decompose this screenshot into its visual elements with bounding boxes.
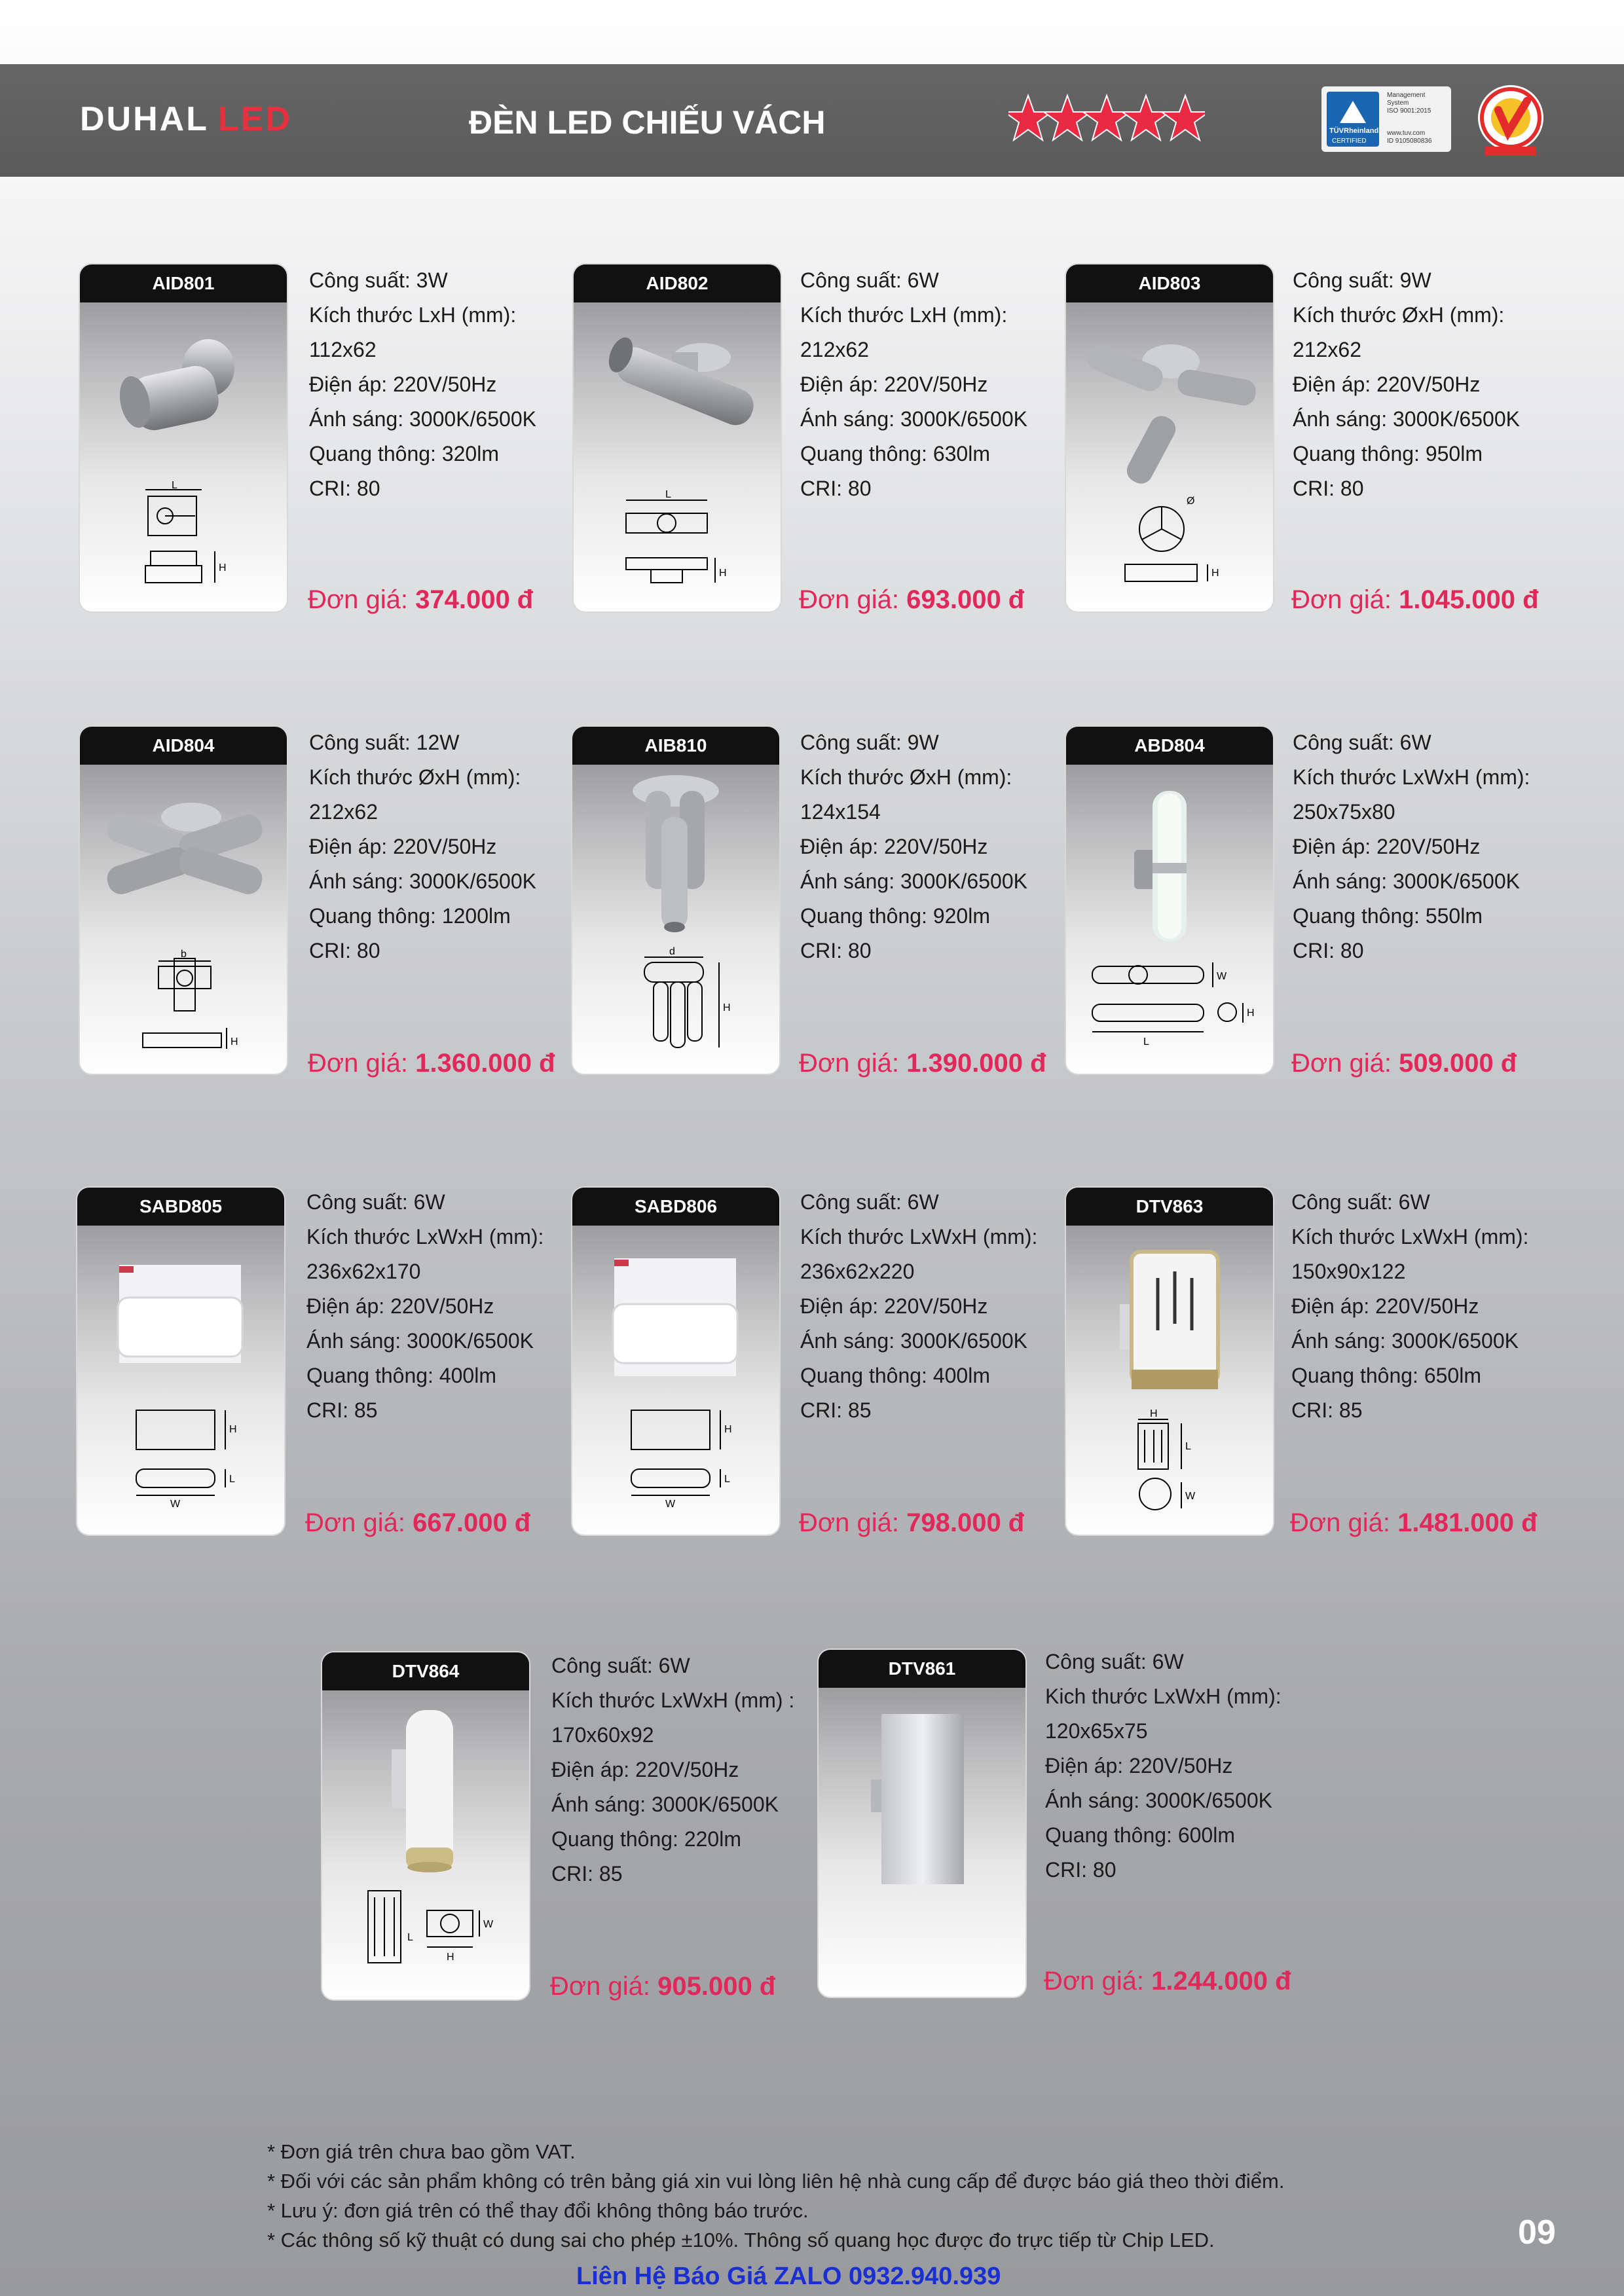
vietnam-quality-badge-icon bbox=[1472, 81, 1549, 161]
product-code: AIB810 bbox=[572, 727, 779, 765]
wall-lamp-photo-icon bbox=[322, 1690, 529, 1887]
product-specs: Công suất: 12W Kích thước ØxH (mm): 212x62 Điện áp: 220V/50Hz Ánh sáng: 3000K/6500K Quang thông: 1200lm CRI: 80 bbox=[309, 731, 536, 962]
dimension-drawing bbox=[322, 1868, 529, 1999]
product-price: Đơn giá: 1.360.000 đ bbox=[308, 1049, 555, 1078]
wall-lamp-photo-icon bbox=[819, 1688, 1025, 1884]
product-image-card bbox=[80, 727, 287, 1074]
star-icon bbox=[1008, 96, 1052, 140]
product-specs: Công suất: 6W Kích thước LxWxH (mm) : 170x60x92 Điện áp: 220V/50Hz Ánh sáng: 3000K/6500K Quang thông: 220lm CRI: 85 bbox=[551, 1654, 795, 1886]
svg-text:W: W bbox=[1217, 971, 1227, 982]
svg-text:H: H bbox=[723, 1002, 731, 1013]
dimension-drawing bbox=[572, 943, 779, 1074]
svg-text:W: W bbox=[170, 1499, 181, 1510]
star-icon bbox=[1162, 96, 1205, 140]
dimension-drawing bbox=[77, 1404, 284, 1535]
footer-notes bbox=[267, 2137, 1284, 2255]
product-image-card bbox=[1066, 1188, 1273, 1535]
spotlight-photo-icon bbox=[80, 302, 287, 499]
svg-text:H: H bbox=[719, 568, 727, 579]
dimension-drawing bbox=[1066, 943, 1273, 1074]
svg-text:L: L bbox=[407, 1932, 413, 1943]
page-number: 09 bbox=[1518, 2214, 1556, 2251]
product-image-card bbox=[572, 1188, 779, 1535]
wall-lamp-photo-icon bbox=[77, 1226, 284, 1422]
svg-text:H: H bbox=[231, 1036, 238, 1048]
wall-lamp-photo-icon bbox=[1066, 765, 1273, 961]
dimension-drawing bbox=[80, 481, 287, 611]
wall-lamp-photo-icon bbox=[572, 1226, 779, 1422]
dimension-drawing bbox=[574, 481, 781, 611]
header-bar bbox=[0, 64, 1624, 177]
product-specs: Công suất: 6W Kích thước LxWxH (mm): 250x75x80 Điện áp: 220V/50Hz Ánh sáng: 3000K/6500K Quang thông: 550lm CRI: 80 bbox=[1293, 731, 1530, 962]
product-specs: Công suất: 9W Kích thước ØxH (mm): 212x62 Điện áp: 220V/50Hz Ánh sáng: 3000K/6500K Quang thông: 950lm CRI: 80 bbox=[1293, 268, 1520, 500]
svg-text:H: H bbox=[447, 1952, 454, 1963]
product-image-card bbox=[574, 264, 781, 611]
product-price: Đơn giá: 374.000 đ bbox=[308, 585, 534, 614]
star-icon bbox=[1083, 96, 1130, 140]
svg-text:d: d bbox=[669, 946, 675, 957]
product-code: ABD804 bbox=[1066, 727, 1273, 765]
product-image-card bbox=[1066, 264, 1273, 611]
svg-text:L: L bbox=[1185, 1441, 1191, 1452]
product-specs: Công suất: 6W Kích thước LxWxH (mm): 150x90x122 Điện áp: 220V/50Hz Ánh sáng: 3000K/6500K Quang thông: 650lm CRI: 85 bbox=[1291, 1190, 1529, 1422]
product-code: AID804 bbox=[80, 727, 287, 765]
product-price: Đơn giá: 667.000 đ bbox=[305, 1508, 531, 1537]
svg-text:H: H bbox=[1247, 1008, 1255, 1019]
dimension-drawing bbox=[1066, 1404, 1273, 1535]
note-line: * Lưu ý: đơn giá trên có thể thay đổi không thông báo trước. bbox=[267, 2199, 809, 2222]
brand-main: DUHAL bbox=[80, 100, 209, 138]
product-price: Đơn giá: 905.000 đ bbox=[550, 1972, 776, 2001]
product-code: AID801 bbox=[80, 264, 287, 302]
product-price: Đơn giá: 1.390.000 đ bbox=[799, 1049, 1046, 1078]
product-specs: Công suất: 6W Kich thước LxWxH (mm): 120x65x75 Điện áp: 220V/50Hz Ánh sáng: 3000K/6500K Quang thông: 600lm CRI: 80 bbox=[1045, 1650, 1282, 1882]
wall-lamp-photo-icon bbox=[1066, 1226, 1273, 1422]
svg-text:L: L bbox=[665, 489, 671, 500]
page-title: ĐÈN LED CHIẾU VÁCH bbox=[469, 104, 826, 141]
product-image-card bbox=[80, 264, 287, 611]
product-image-card bbox=[819, 1650, 1025, 1997]
product-code: AID803 bbox=[1066, 264, 1273, 302]
star-icon bbox=[1122, 96, 1170, 140]
svg-text:H: H bbox=[724, 1424, 732, 1435]
svg-text:Ø: Ø bbox=[1187, 496, 1195, 507]
star-icon bbox=[1044, 96, 1091, 140]
product-price: Đơn giá: 798.000 đ bbox=[799, 1508, 1025, 1537]
spotlight-photo-icon bbox=[1066, 302, 1273, 499]
spotlight-photo-icon bbox=[574, 302, 781, 499]
dim-label-h: H bbox=[219, 562, 227, 574]
product-image-card bbox=[1066, 727, 1273, 1074]
dimension-drawing bbox=[1066, 481, 1273, 611]
product-code: SABD805 bbox=[77, 1188, 284, 1226]
brand-accent: LED bbox=[217, 100, 292, 138]
svg-text:H: H bbox=[229, 1424, 237, 1435]
svg-text:H: H bbox=[1150, 1408, 1158, 1419]
svg-text:b: b bbox=[181, 949, 187, 960]
brand-logo bbox=[80, 100, 292, 139]
product-price: Đơn giá: 1.045.000 đ bbox=[1291, 585, 1539, 614]
product-price: Đơn giá: 1.481.000 đ bbox=[1290, 1508, 1538, 1537]
svg-text:L: L bbox=[724, 1474, 730, 1485]
rating-stars bbox=[1008, 93, 1205, 145]
dim-label-l: L bbox=[172, 481, 177, 491]
tuv-logo-icon: TÜVRheinland CERTIFIED bbox=[1327, 92, 1379, 147]
product-code: DTV864 bbox=[322, 1652, 529, 1690]
spotlight-photo-icon bbox=[80, 765, 287, 961]
spotlight-photo-icon bbox=[572, 765, 779, 961]
note-line: * Đối với các sản phẩm không có trên bảng giá xin vui lòng liên hệ nhà cung cấp để được báo giá theo thời điểm. bbox=[267, 2170, 1285, 2193]
product-specs: Công suất: 9W Kích thước ØxH (mm): 124x154 Điện áp: 220V/50Hz Ánh sáng: 3000K/6500K Quang thông: 920lm CRI: 80 bbox=[800, 731, 1027, 962]
product-image-card bbox=[572, 727, 779, 1074]
product-specs: Công suất: 6W Kích thước LxWxH (mm): 236x62x220 Điện áp: 220V/50Hz Ánh sáng: 3000K/6500K Quang thông: 400lm CRI: 85 bbox=[800, 1190, 1038, 1422]
note-line: * Các thông số kỹ thuật có dung sai cho phép ±10%. Thông số quang học được đo trực tiếp từ Chip LED. bbox=[267, 2229, 1215, 2251]
note-line: * Đơn giá trên chưa bao gồm VAT. bbox=[267, 2140, 576, 2163]
product-code: DTV861 bbox=[819, 1650, 1025, 1688]
svg-text:L: L bbox=[229, 1474, 235, 1485]
svg-text:W: W bbox=[483, 1919, 494, 1930]
product-price: Đơn giá: 693.000 đ bbox=[799, 585, 1025, 614]
product-code: SABD806 bbox=[572, 1188, 779, 1226]
dimension-drawing bbox=[572, 1404, 779, 1535]
product-image-card bbox=[322, 1652, 529, 1999]
svg-text:W: W bbox=[1185, 1491, 1196, 1502]
product-code: DTV863 bbox=[1066, 1188, 1273, 1226]
svg-text:W: W bbox=[665, 1499, 676, 1510]
product-specs: Công suất: 3W Kích thước LxH (mm): 112x62 Điện áp: 220V/50Hz Ánh sáng: 3000K/6500K Quang thông: 320lm CRI: 80 bbox=[309, 268, 536, 500]
dimension-drawing bbox=[80, 943, 287, 1074]
product-specs: Công suất: 6W Kích thước LxH (mm): 212x62 Điện áp: 220V/50Hz Ánh sáng: 3000K/6500K Quang thông: 630lm CRI: 80 bbox=[800, 268, 1027, 500]
product-image-card bbox=[77, 1188, 284, 1535]
product-specs: Công suất: 6W Kích thước LxWxH (mm): 236x62x170 Điện áp: 220V/50Hz Ánh sáng: 3000K/6500K Quang thông: 400lm CRI: 85 bbox=[306, 1190, 544, 1422]
product-code: AID802 bbox=[574, 264, 781, 302]
tuv-certification-badge: TÜVRheinland CERTIFIED Management System ISO 9001:2015 www.tuv.com ID 9105080836 bbox=[1321, 86, 1451, 152]
svg-text:L: L bbox=[1143, 1036, 1149, 1048]
product-price: Đơn giá: 509.000 đ bbox=[1291, 1049, 1517, 1078]
svg-text:H: H bbox=[1211, 568, 1219, 579]
contact-line: Liên Hệ Báo Giá ZALO 0932.940.939 bbox=[576, 2263, 1001, 2290]
product-price: Đơn giá: 1.244.000 đ bbox=[1044, 1967, 1291, 1995]
